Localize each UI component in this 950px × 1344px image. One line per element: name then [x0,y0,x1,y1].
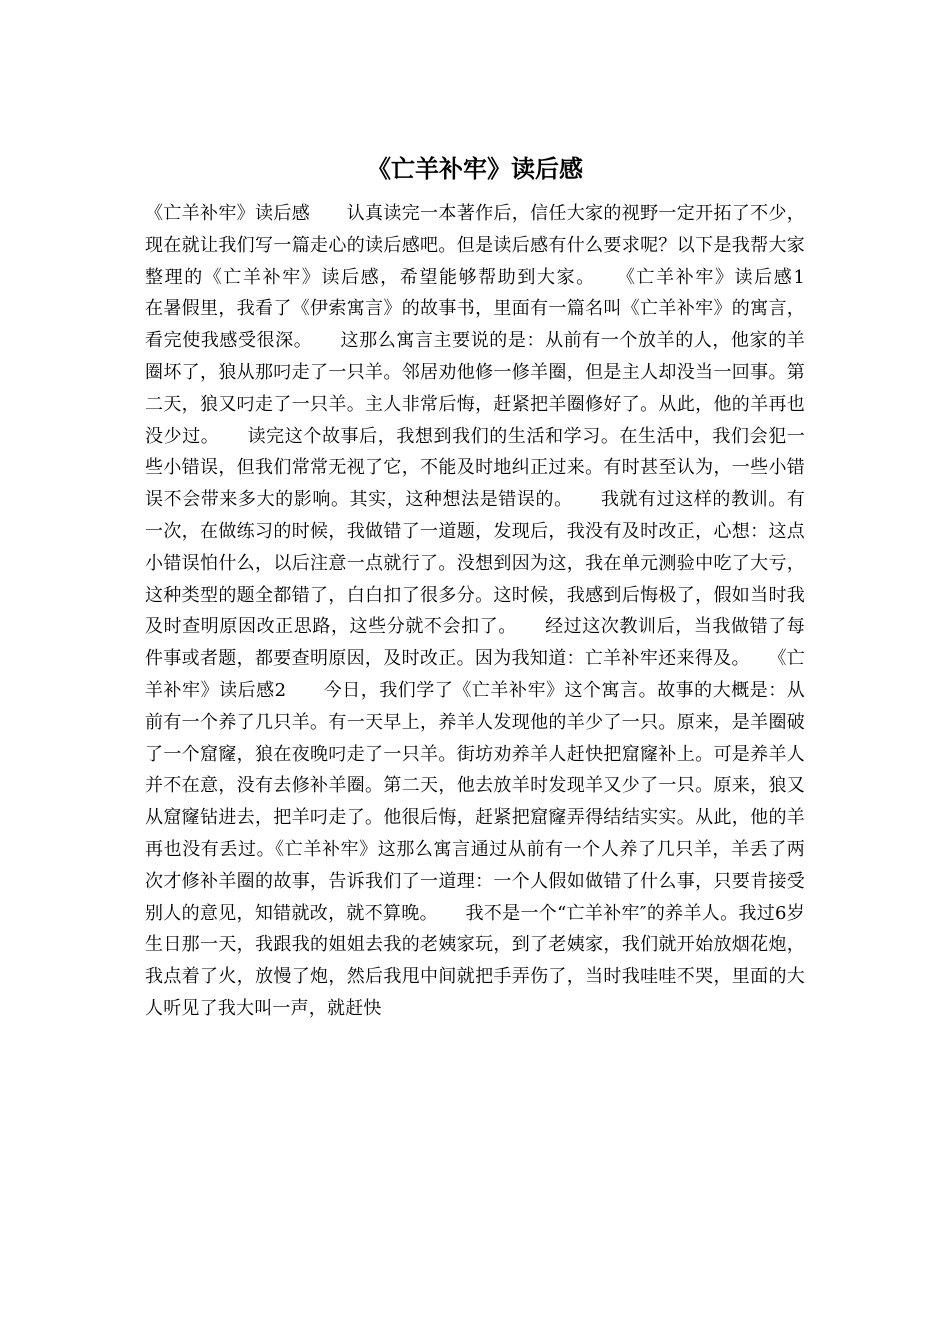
document-body: 《亡羊补牢》读后感 认真读完一本著作后，信任大家的视野一定开拓了不少，现在就让我们写一篇走心的读后感吧。但是读后感有什么要求呢？以下是我帮大家整理的《亡羊补牢》读后感，希望能够帮助到大家。 《亡羊补牢》读后感1 在暑假里，我看了《伊索寓言》的故事书，里面有一篇名叫《亡羊补牢》的寓言，看完使我感受很深。 这那么寓言主要说的是：从前有一个放羊的人，他家的羊圈坏了，狼从那叼走了一只羊。邻居劝他修一修羊圈，但是主人却没当一回事。第二天，狼又叼走了一只羊。主人非常后悔，赶紧把羊圈修好了。从此，他的羊再也没少过。 读完这个故事后，我想到我们的生活和学习。在生活中，我们会犯一些小错误，但我们常常无视了它，不能及时地纠正过来。有时甚至认为，一些小错误不会带来多大的影响。其实，这种想法是错误的。 我就有过这样的教训。有一次，在做练习的时候，我做错了一道题，发现后，我没有及时改正，心想：这点小错误怕什么，以后注意一点就行了。没想到因为这，我在单元测验中吃了大亏，这种类型的题全都错了，白白扣了很多分。这时候，我感到后悔极了，假如当时我及时查明原因改正思路，这些分就不会扣了。 经过这次教训后，当我做错了每件事或者题，都要查明原因，及时改正。因为我知道：亡羊补牢还来得及。 《亡羊补牢》读后感2 今日，我们学了《亡羊补牢》这个寓言。故事的大概是：从前有一个养了几只羊。有一天早上，养羊人发现他的羊少了一只。原来，是羊圈破了一个窟窿，狼在夜晚叼走了一只羊。街坊劝养羊人赶快把窟窿补上。可是养羊人并不在意，没有去修补羊圈。第二天，他去放羊时发现羊又少了一只。原来，狼又从窟窿钻进去，把羊叼走了。他很后悔，赶紧把窟窿弄得结结实实。从此，他的羊再也没有丢过。《亡羊补牢》这那么寓言通过从前有一个人养了几只羊，羊丢了两次才修补羊圈的故事，告诉我们了一道理：一个人假如做错了什么事，只要肯接受别人的意见，知错就改，就不算晚。 我不是一个“亡羊补牢″的养羊人。我过6岁生日那一天，我跟我的姐姐去我的老姨家玩，到了老姨家，我们就开始放烟花炮，我点着了火，放慢了炮，然后我甩中间就把手弄伤了，当时我哇哇不哭，里面的大人听见了我大叫一声，就赶快 [145,203,842,1019]
document-title: 《亡羊补牢》读后感 [367,155,583,183]
